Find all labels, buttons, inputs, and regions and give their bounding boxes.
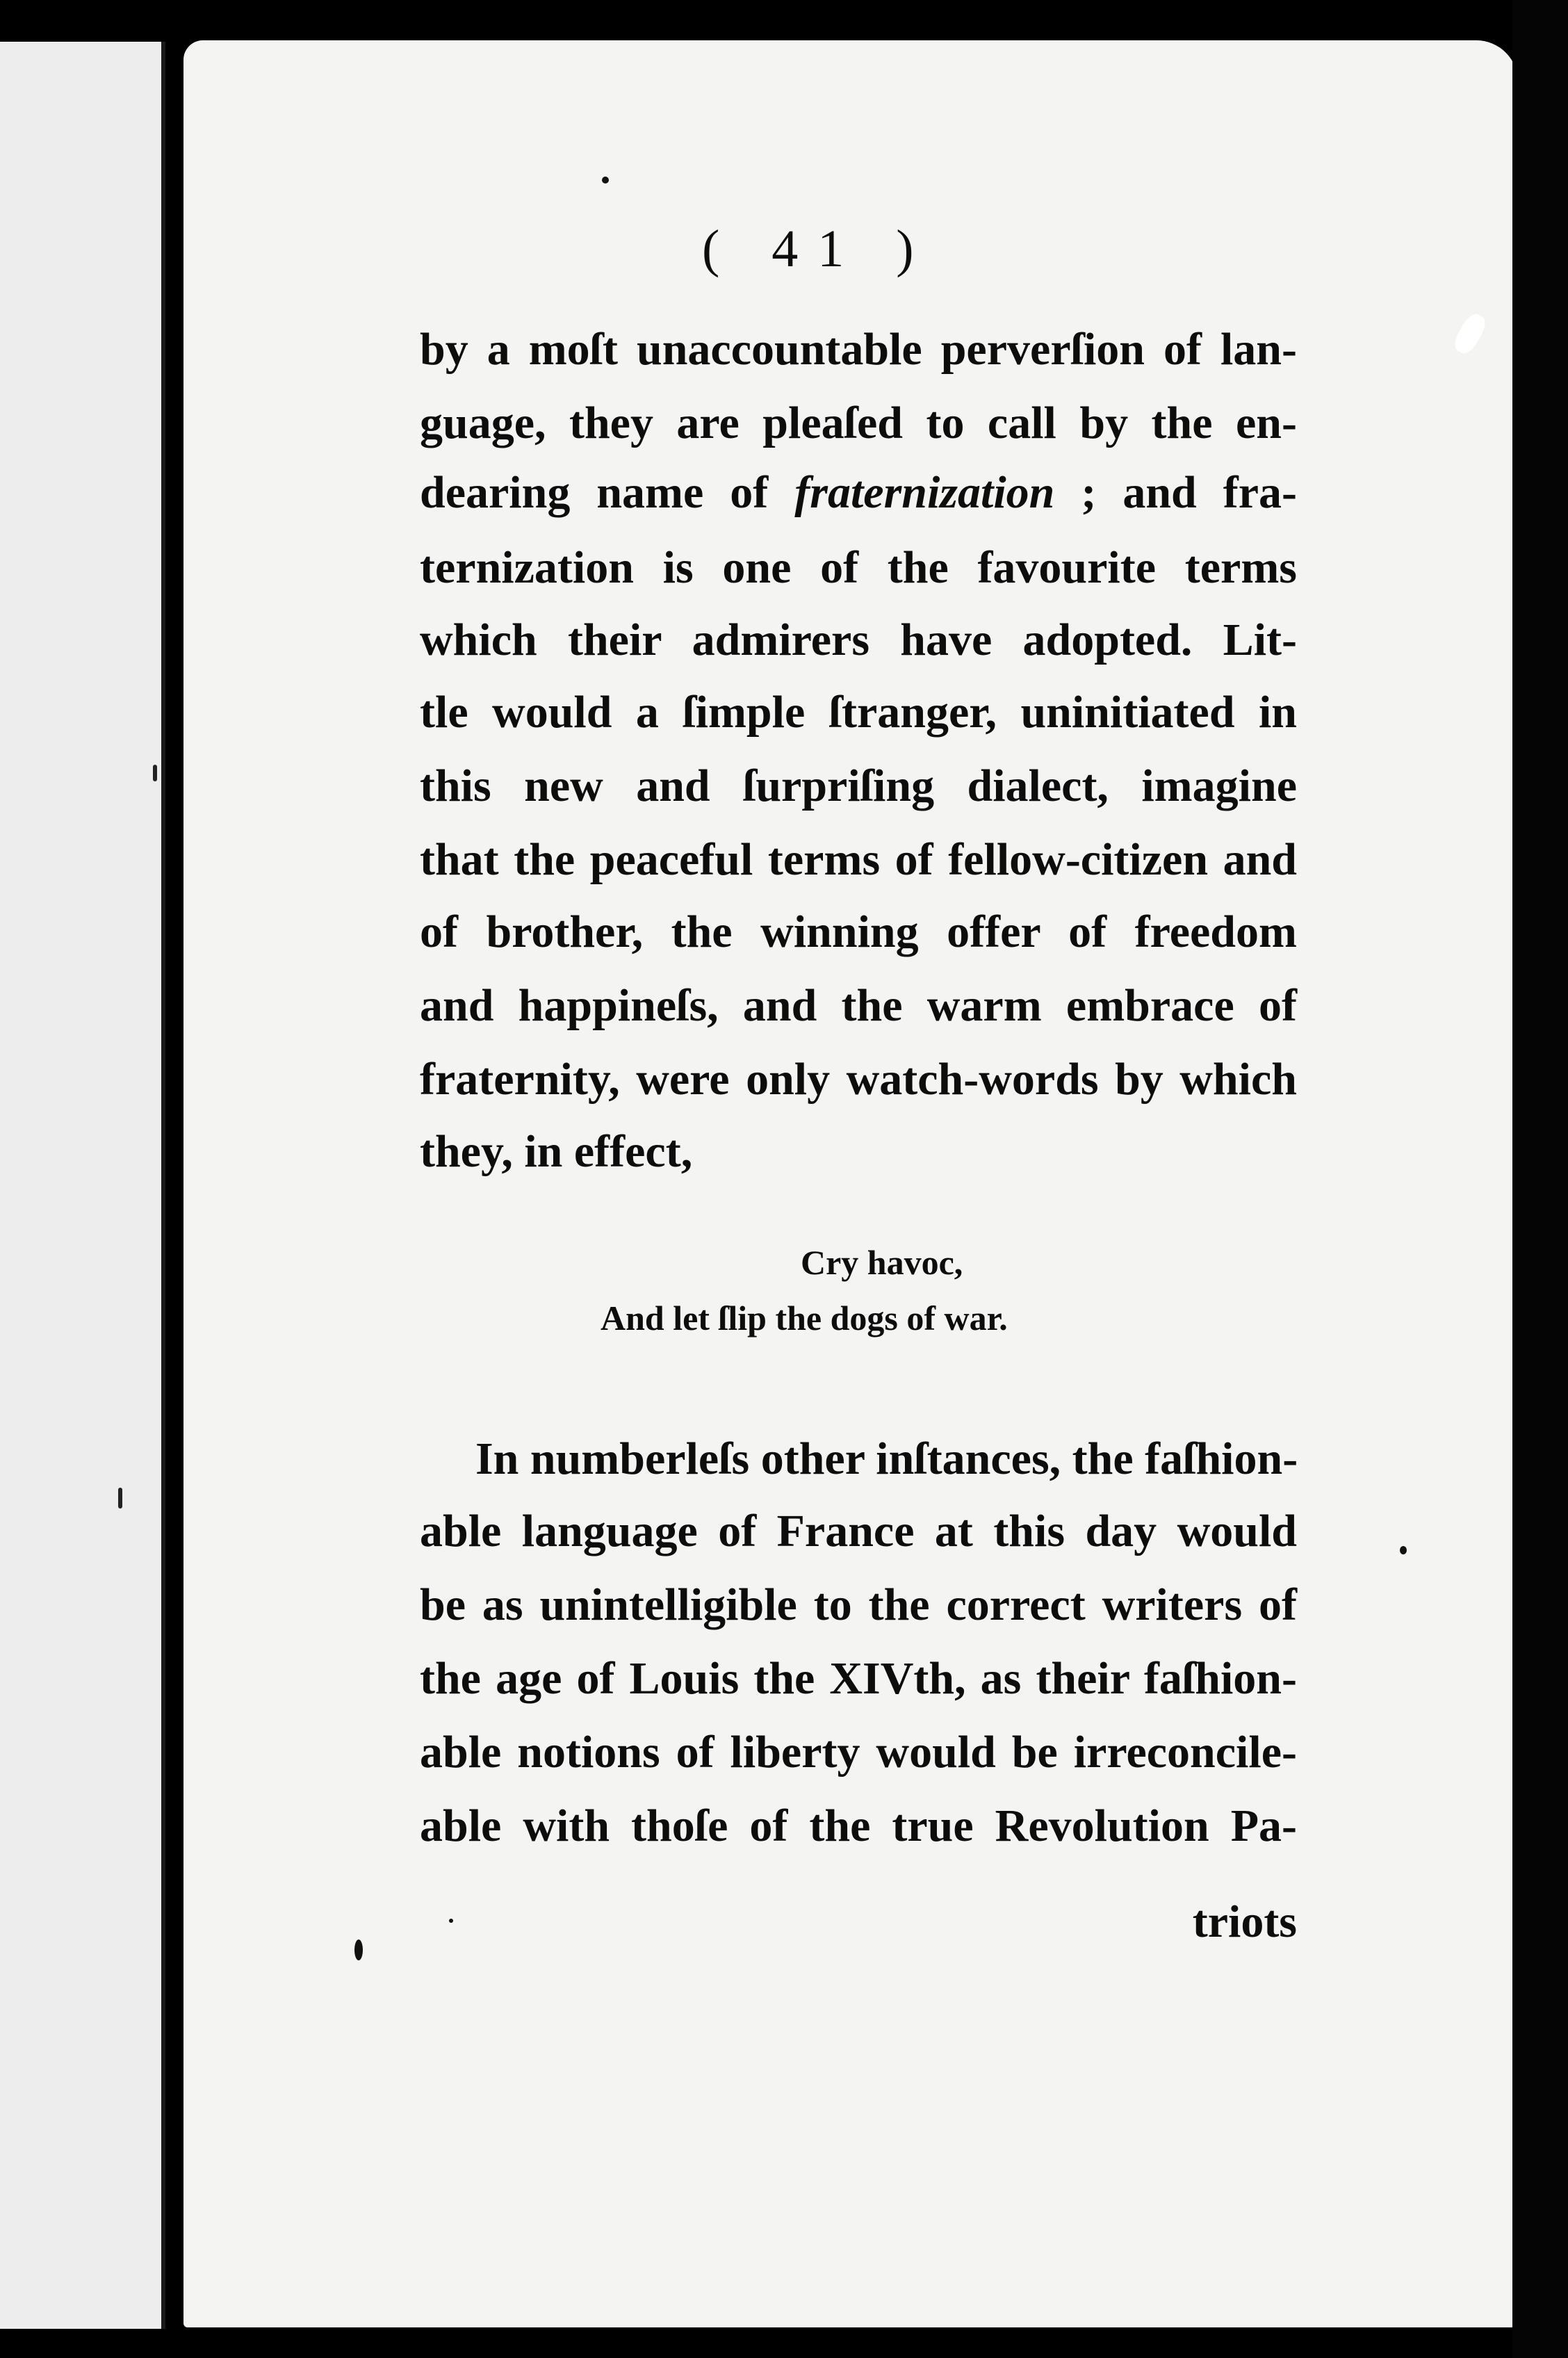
catchword: triots (1192, 1896, 1297, 1947)
text-line: which their admirers have adopted. Lit- (420, 615, 1297, 665)
ink-speck (1400, 1546, 1407, 1554)
text-line: fraternity, were only watch-words by which (420, 1054, 1297, 1105)
ink-speck (354, 1940, 363, 1960)
text-line: ternization is one of the favourite terms (420, 542, 1297, 593)
text-line: the age of Louis the XIVth, as their faſhion- (420, 1653, 1297, 1704)
text-run: ; and fra- (1054, 467, 1297, 518)
text-line: and happineſs, and the warm embrace of (420, 980, 1297, 1031)
text-line: they, in effect, (420, 1126, 693, 1177)
text-line: In numberleſs other inſtances, the faſhion- (475, 1433, 1298, 1484)
right-page-edge (1512, 0, 1568, 2358)
text-line: that the peaceful terms of fellow-citizen and (420, 834, 1297, 885)
margin-mark (118, 1488, 122, 1509)
book-page (183, 40, 1518, 2327)
text-line: guage, they are pleaſed to call by the en- (420, 398, 1297, 448)
text-run: dearing name of (420, 467, 795, 518)
left-page-edge (0, 42, 165, 2329)
italic-term: fraternization (794, 467, 1055, 518)
page-number: ( 41 ) (702, 220, 933, 278)
text-line: of brother, the winning offer of freedom (420, 906, 1297, 957)
ink-speck (602, 177, 609, 184)
text-line: by a moſt unaccountable perverſion of lan- (420, 324, 1297, 375)
text-line: this new and ſurpriſing dialect, imagine (420, 761, 1297, 811)
text-line (420, 462, 1297, 524)
quote-line: And let ſlip the dogs of war. (601, 1299, 1008, 1337)
text-line: able notions of liberty would be irreconcile- (420, 1727, 1297, 1778)
text-line: able with thoſe of the true Revolution Pa- (420, 1800, 1297, 1851)
text-line: able language of France at this day would (420, 1506, 1297, 1556)
text-line: tle would a ſimple ſtranger, uninitiated in (420, 687, 1297, 738)
text-line: be as unintelligible to the correct writers of (420, 1579, 1297, 1630)
quote-line: Cry havoc, (801, 1243, 963, 1282)
margin-mark (153, 765, 157, 781)
